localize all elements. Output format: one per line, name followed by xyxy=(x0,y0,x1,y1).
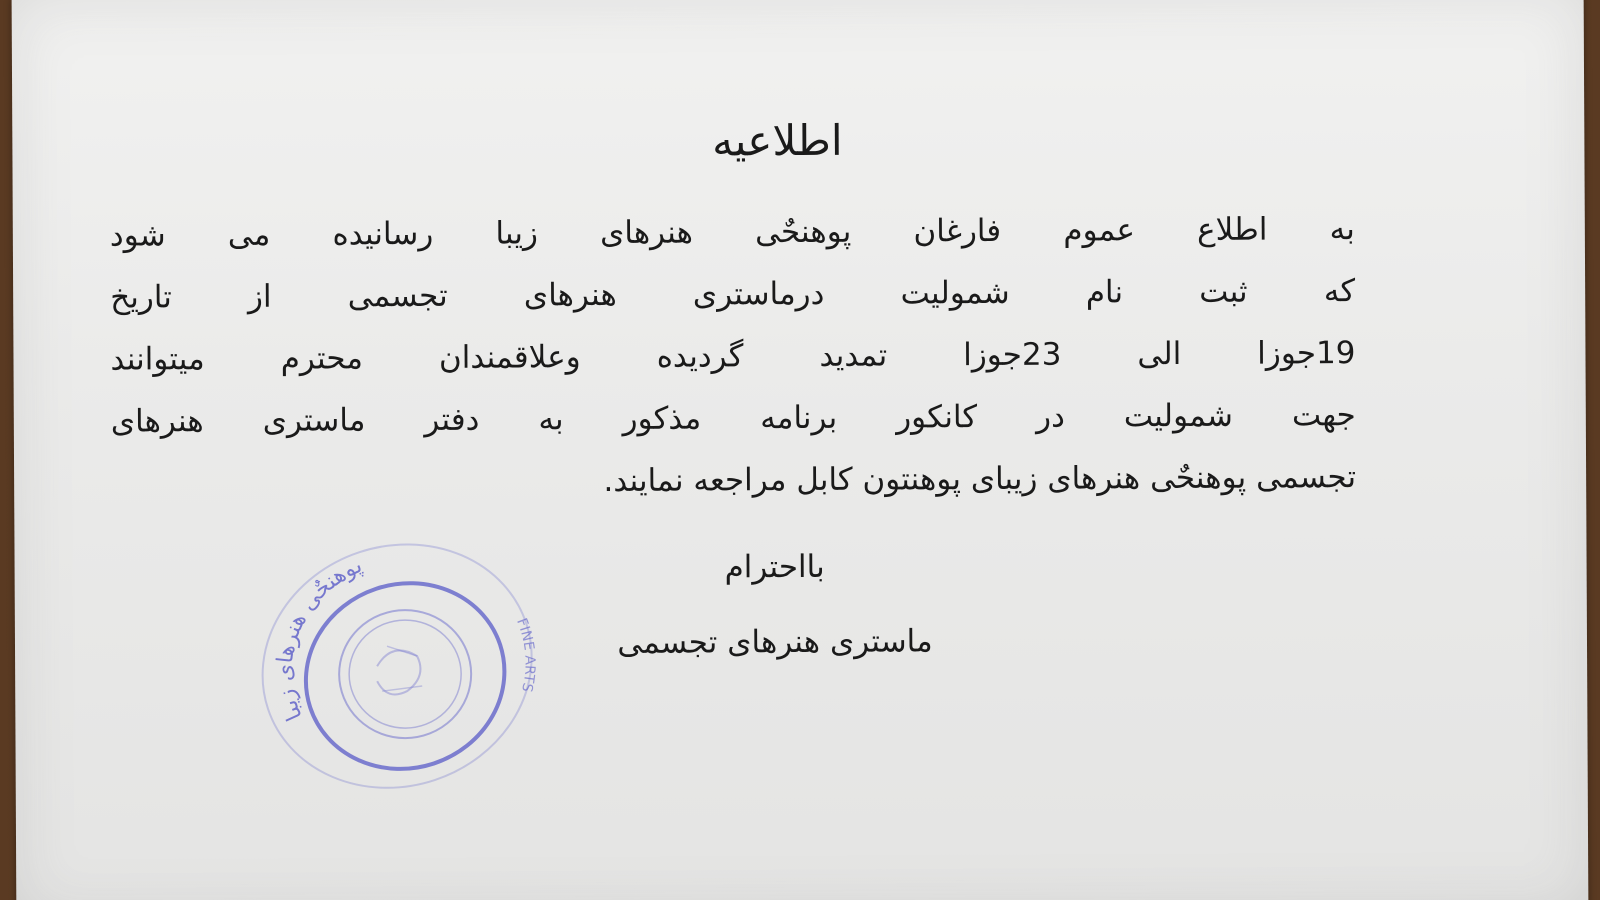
stamp-side-text: FINE ARTS xyxy=(513,616,538,694)
notice-line-2: که ثبت نام شمولیت درماستری هنرهای تجسمی از تاریخ xyxy=(110,273,1356,316)
notice-paper xyxy=(12,0,1589,900)
notice-line-1: به اطلاع عموم فارغان پوهنحٌی هنرهای زیبا رسانیده می شود xyxy=(109,211,1355,254)
closing-regards: بااحترام xyxy=(724,548,825,586)
stamp-arc-text: پوهنحٌی هنرهای زیبا xyxy=(272,552,366,725)
notice-line-5: تجسمی پوهنحٌی هنرهای زیبای پوهنتون کابل مراجعه نمایند. xyxy=(603,459,1357,500)
faculty-stamp xyxy=(246,525,547,807)
notice-line-3: 19جوزا الی 23جوزا تمدید گردیده وعلاقمندان محترم میتوانند xyxy=(110,335,1356,378)
notice-title: اطلاعیه xyxy=(712,115,843,166)
signature-department: ماستری هنرهای تجسمی xyxy=(617,623,933,661)
notice-line-4: جهت شمولیت در کانکور برنامه مذکور به دفتر ماستری هنرهای xyxy=(110,397,1356,440)
